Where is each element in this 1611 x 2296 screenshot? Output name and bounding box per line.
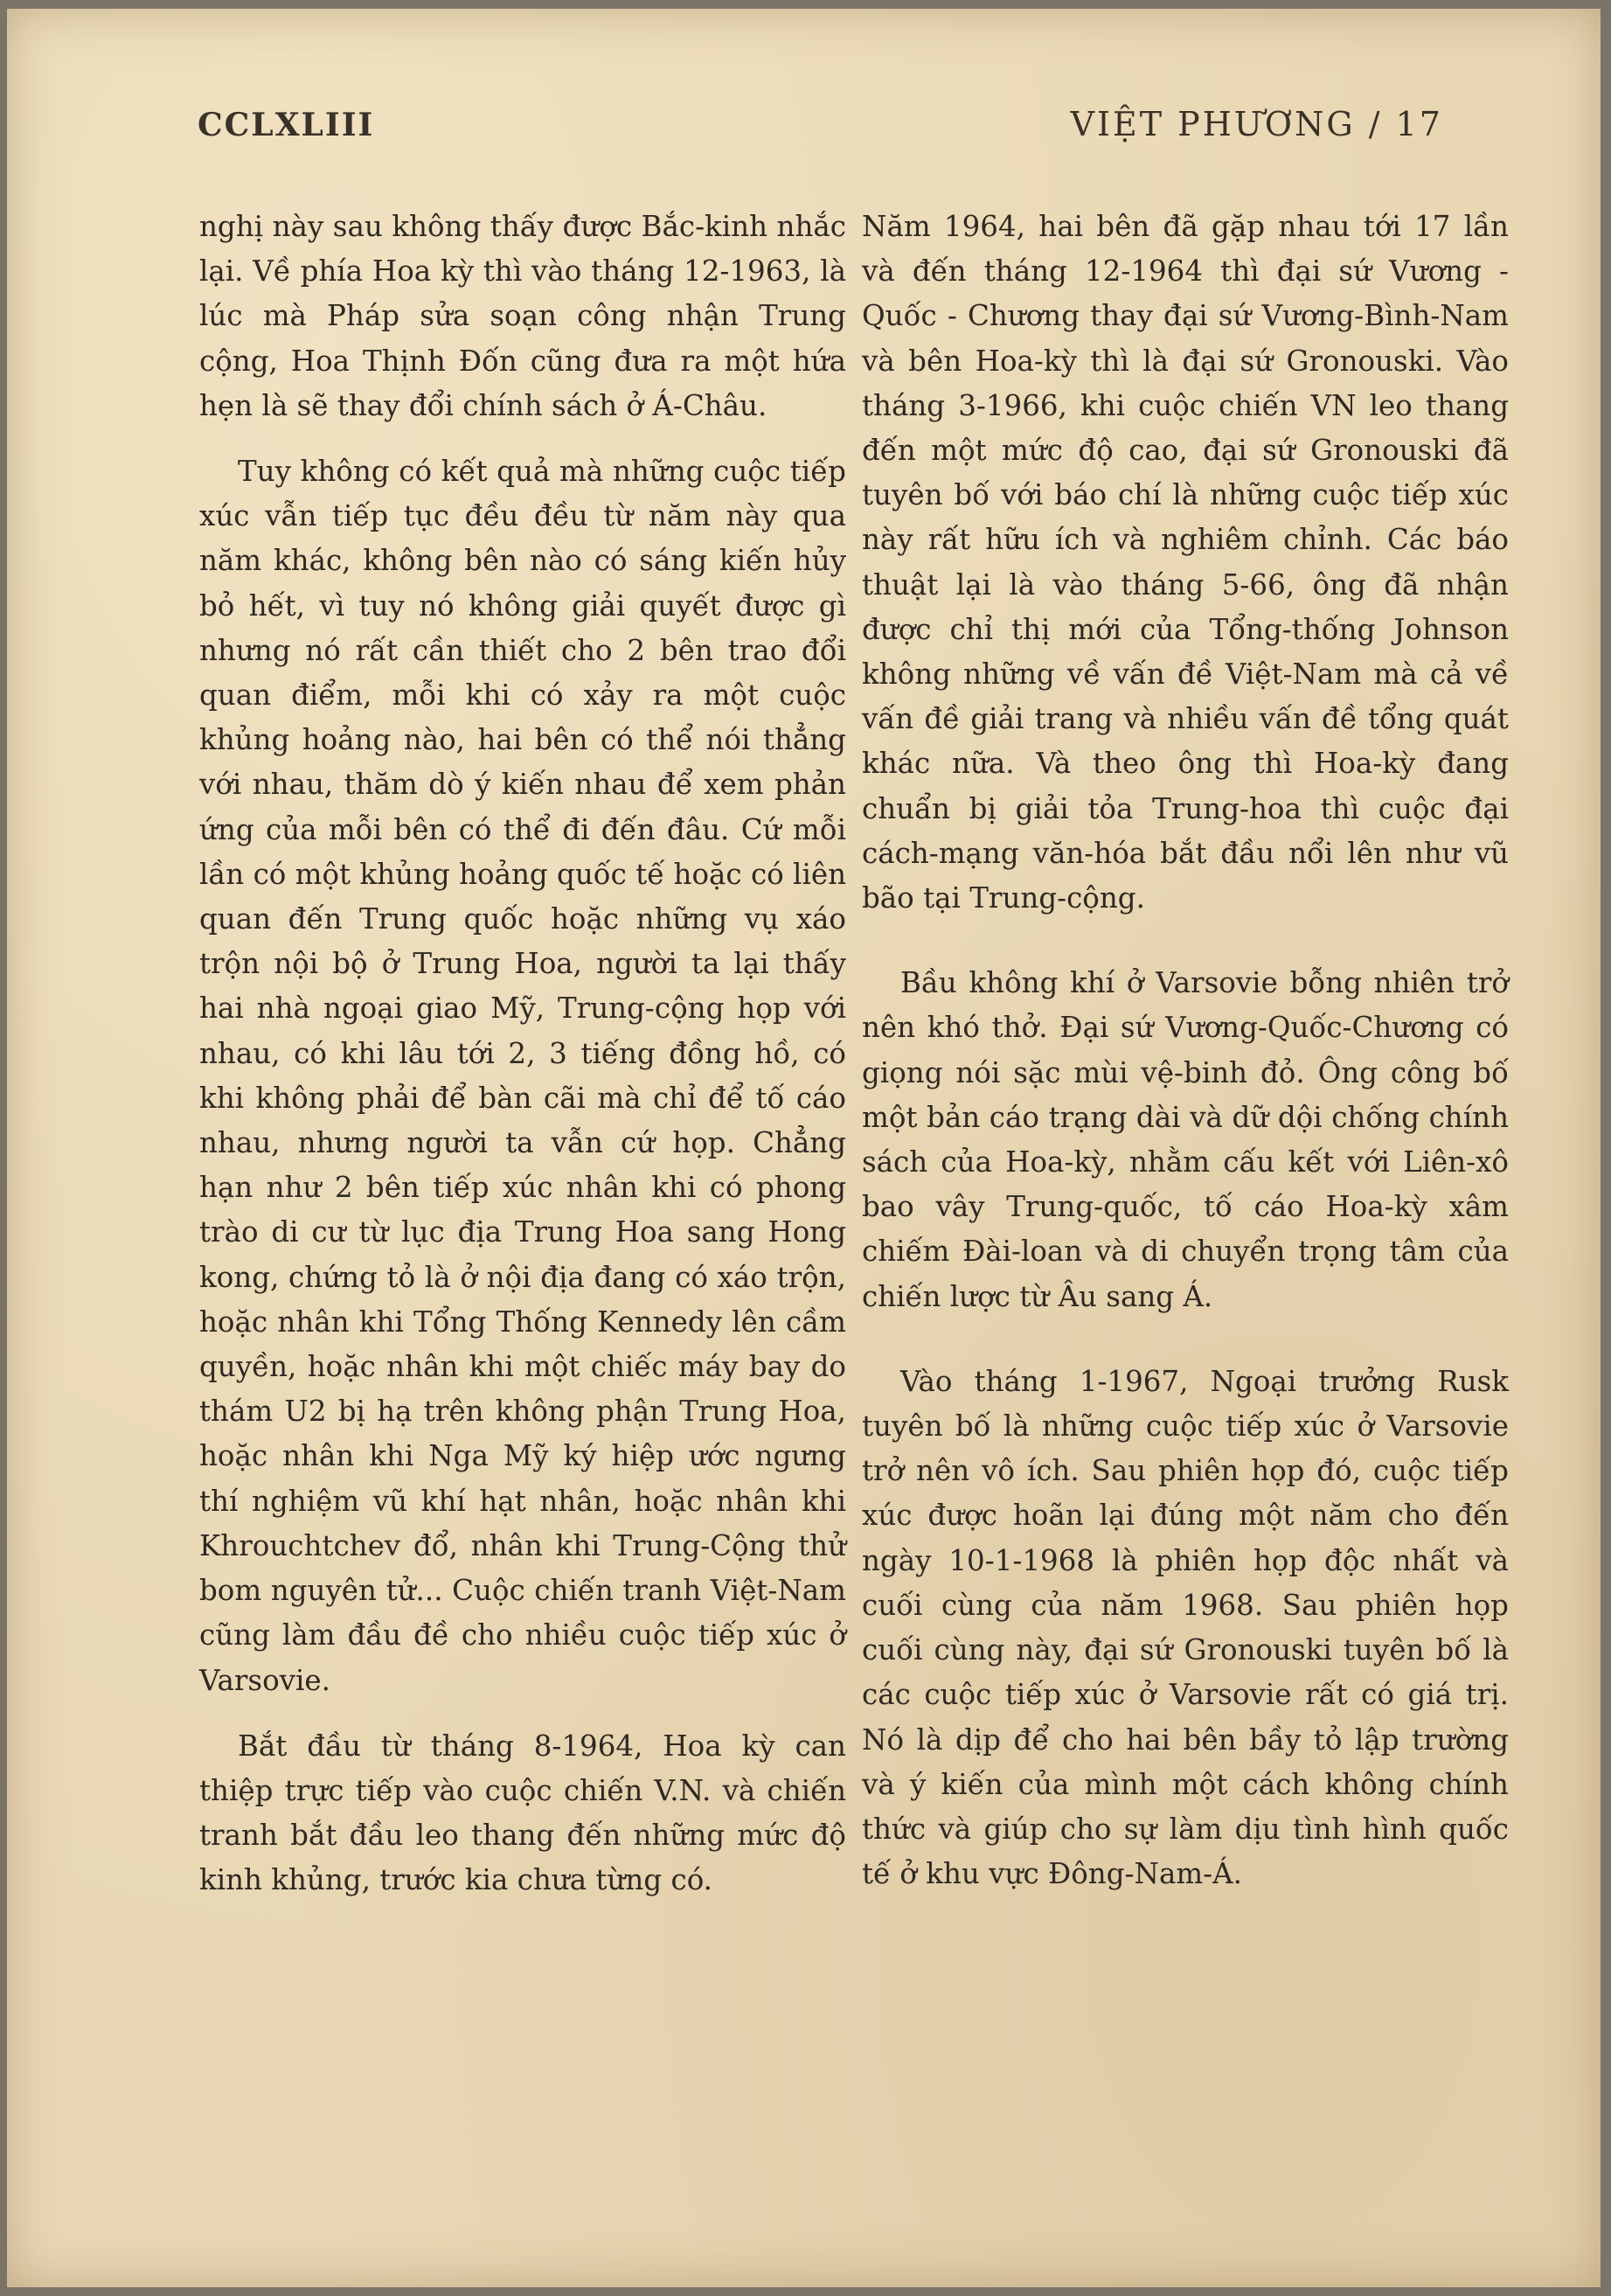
paragraph: Tuy không có kết quả mà những cuộc tiếp xúc vẫn tiếp tục đều đều từ năm này qua năm khác, không bên nào có sáng kiến hủy bỏ hết, vì tuy nó không giải quyết được gì nhưng nó rất cần thiết cho 2 bên trao đổi quan điểm, mỗi khi có xảy ra một cuộc khủng hoảng nào, hai bên có thể nói thẳng với nhau, thăm dò ý kiến nhau để xem phản ứng của mỗi bên có thể đi đến đâu. Cứ mỗi lần có một khủng hoảng quốc tế hoặc có liên quan đến Trung quốc hoặc những vụ xáo trộn nội bộ ở Trung Hoa, người ta lại thấy hai nhà ngoại giao Mỹ, Trung-cộng họp với nhau, có khi lâu tới 2, 3 tiếng đồng hồ, có khi không phải để bàn cãi mà chỉ để tố cáo nhau, nhưng người ta vẫn cứ họp. Chẳng hạn như 2 bên tiếp xúc nhân khi có phong trào di cư từ lục địa Trung Hoa sang Hong kong, chứng tỏ là ở nội địa đang có xáo trộn, hoặc nhân khi Tổng Thống Kennedy lên cầm quyền, hoặc nhân khi một chiếc máy bay do thám U2 bị hạ trên không phận Trung Hoa, hoặc nhân khi Nga Mỹ ký hiệp ước ngưng thí nghiệm vũ khí hạt nhân, hoặc nhân khi Khrouchtchev đổ, nhân khi Trung-Cộng thử bom nguyên tử... Cuộc chiến tranh Việt-Nam cũng làm đầu đề cho nhiều cuộc tiếp xúc ở Varsovie. bbox=[199, 455, 847, 1697]
running-header-right: VIỆT PHƯƠNG / 17 bbox=[1070, 105, 1443, 143]
paragraph: Năm 1964, hai bên đã gặp nhau tới 17 lần và đến tháng 12-1964 thì đại sứ Vương - Quốc - Chương thay đại sứ Vương-Bình-Nam và bên Hoa-kỳ thì là đại sứ Gronouski. Vào tháng 3-1966, khi cuộc chiến VN leo thang đến một mức độ cao, đại sứ Gronouski đã tuyên bố với báo chí là những cuộc tiếp xúc này rất hữu ích và nghiêm chỉnh. Các báo thuật lại là vào tháng 5-66, ông đã nhận được chỉ thị mới của Tổng-thống Johnson không những về vấn đề Việt-Nam mà cả về vấn đề giải trang và nhiều vấn đề tổng quát khác nữa. Và theo ông thì Hoa-kỳ đang chuẩn bị giải tỏa Trung-hoa thì cuộc đại cách-mạng văn-hóa bắt đầu nổi lên như vũ bão tại Trung-cộng. bbox=[862, 210, 1509, 915]
paragraph: nghị này sau không thấy được Bắc-kinh nhắc lại. Về phía Hoa kỳ thì vào tháng 12-1963, là lúc mà Pháp sửa soạn công nhận Trung cộng, Hoa Thịnh Đốn cũng đưa ra một hứa hẹn là sẽ thay đổi chính sách ở Á-Châu. bbox=[199, 210, 846, 422]
page bbox=[7, 9, 1601, 2287]
running-header-left: CCLXLIII bbox=[198, 107, 375, 143]
paragraph: Bầu không khí ở Varsovie bỗng nhiên trở nên khó thở. Đại sứ Vương-Quốc-Chương có giọng nói sặc mùi vệ-binh đỏ. Ông công bố một bản cáo trạng dài và dữ dội chống chính sách của Hoa-kỳ, nhằm cấu kết với Liên-xô bao vây Trung-quốc, tố cáo Hoa-kỳ xâm chiếm Đài-loan và di chuyển trọng tâm của chiến lược từ Âu sang Á. bbox=[862, 966, 1509, 1313]
right-column bbox=[862, 205, 1509, 1917]
left-column bbox=[199, 205, 846, 1924]
paragraph: Bắt đầu từ tháng 8-1964, Hoa kỳ can thiệp trực tiếp vào cuộc chiến V.N. và chiến tranh bắt đầu leo thang đến những mức độ kinh khủng, trước kia chưa từng có. bbox=[199, 1729, 846, 1897]
paragraph: Vào tháng 1-1967, Ngoại trưởng Rusk tuyên bố là những cuộc tiếp xúc ở Varsovie trở nên vô ích. Sau phiên họp đó, cuộc tiếp xúc được hoãn lại đúng một năm cho đến ngày 10-1-1968 là phiên họp độc nhất và cuối cùng của năm 1968. Sau phiên họp cuối cùng này, đại sứ Gronouski tuyên bố là các cuộc tiếp xúc ở Varsovie rất có giá trị. Nó là dịp để cho hai bên bầy tỏ lập trường và ý kiến của mình một cách không chính thức và giúp cho sự làm dịu tình hình quốc tế ở khu vực Đông-Nam-Á. bbox=[862, 1364, 1509, 1891]
